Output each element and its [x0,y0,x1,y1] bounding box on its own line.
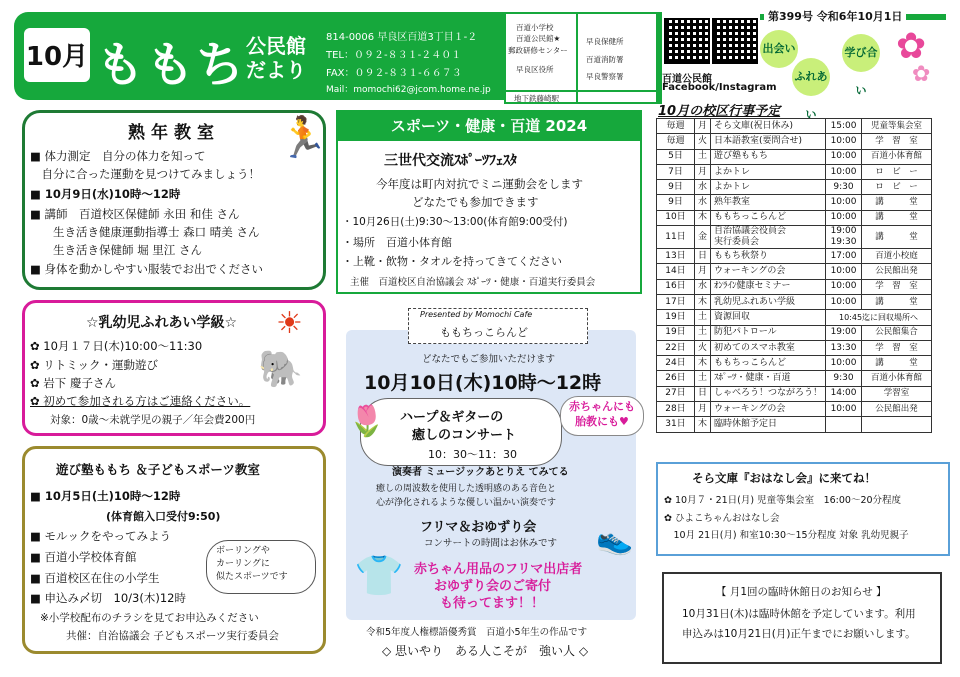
schedule-time: 15:00 [826,119,862,134]
schedule-place: 公民館出発 [862,402,932,417]
schedule-row [657,195,932,210]
schedule-weekday: 月 [695,402,711,417]
schedule-event: 自治協議会役員会 実行委員会 [711,226,826,249]
schedule-place: 児童等集会室 [862,119,932,134]
asobi-line: ■ 10月5日(土)10時～12時 [30,489,181,503]
sun-icon: ☀ [276,306,303,341]
performer: 演奏者 ミュージックあとりえ てみてる [392,467,569,478]
schedule-row [657,164,932,179]
schedule-weekday: 木 [695,356,711,371]
bubble-fureai: ふれあい [792,58,830,96]
map-label: 早良保健所 [586,37,624,46]
sports-line: 主催 百道校区自治協議会 ｽﾎﾟｰﾂ・健康・百道実行委員会 [350,277,596,288]
schedule-row [657,310,932,325]
schedule-time: 9:30 [826,180,862,195]
slogan: ◇ 思いやり ある人こそが 強い人 ◇ [382,644,589,658]
flea-title: フリマ＆おゆずり会 [420,520,537,535]
schedule-date: 26日 [657,371,695,386]
sports-line: どなたでも参加できます [412,195,539,209]
schedule-date: 28日 [657,402,695,417]
sns-label-2: Facebook/Instagram [662,82,777,93]
schedule-weekday: 木 [695,294,711,309]
schedule-place: 講 堂 [862,356,932,371]
schedule-time: 19:00 19:30 [826,226,862,249]
schedule-event: ｽﾎﾟｰﾂ・健康・百道 [711,371,826,386]
flea-note: コンサートの時間はお休みです [424,538,558,549]
cafe-name: ももちっこらんど [440,326,528,339]
baby-shoes-icon: 👟 [596,522,634,557]
map-label: 百道公民館★ [516,34,561,43]
schedule-time: 9:30 [826,371,862,386]
map-label: 百道消防署 [586,55,624,64]
newsletter-subtitle-1: 公民館 [246,34,306,58]
jukunen-title: 熟年教室 [128,123,220,143]
schedule-event: 初めてのスマホ教室 [711,340,826,355]
nyuyoji-line: ✿ 岩下 慶子さん [30,376,116,390]
sports-line: ・上靴・飲物・タオルを持ってきてください [342,255,562,268]
jukunen-line: 生き活き健康運動指導士 森口 晴美 さん [30,225,260,239]
asobi-line: ■ 百道校区在住の小学生 [30,571,160,585]
schedule-time: 13:30 [826,340,862,355]
schedule-row [657,402,932,417]
facebook-qr-icon [664,18,710,64]
map-label: 地下鉄藤崎駅 [514,94,559,103]
map-label: 早良警察署 [586,72,624,81]
address: 814-0006 早良区百道3丁目１-２ [326,32,478,43]
schedule-place: 学 習 室 [862,340,932,355]
schedule-event: 臨時休館予定日 [711,417,826,432]
schedule-time: 10:00 [826,402,862,417]
schedule-event: よかトレ [711,164,826,179]
schedule-weekday: 月 [695,119,711,134]
jukunen-line: 生き活き保健師 堀 里江 さん [30,243,202,257]
concert-desc: 心が浄化されるような優しい温かい演奏です [376,498,557,508]
issue-number: 第399号 令和6年10月1日 [764,8,906,24]
schedule-date: 7日 [657,164,695,179]
schedule-row [657,180,932,195]
schedule-place: 講 堂 [862,195,932,210]
schedule-time: 10:00 [826,195,862,210]
tulip-icon: 🌷 [348,404,386,439]
newsletter-subtitle-2: だより [246,58,306,82]
schedule-event: ももちっこらんど [711,210,826,225]
schedule-event: 乳幼児ふれあい学級 [711,294,826,309]
asobi-title: 遊び塾ももち ＆子どもスポーツ教室 [56,462,260,477]
schedule-weekday: 日 [695,249,711,264]
schedule-date: 17日 [657,294,695,309]
elephant-icon: 🐘 [258,349,303,390]
schedule-date: 27日 [657,386,695,401]
schedule-date: 5日 [657,149,695,164]
map-label: 百道小学校 [516,23,554,32]
sns-label: 百道公民館 [662,74,712,85]
schedule-place: 百道小体育館 [862,149,932,164]
schedule-place: 百道小体育館 [862,371,932,386]
sports-line: ・10月26日(土)9:30～13:00(体育館9:00受付) [342,216,568,228]
schedule-row [657,417,932,432]
schedule-date: 9日 [657,195,695,210]
schedule-weekday: 日 [695,386,711,401]
cosmos-flower-icon: ✿ [912,62,931,87]
schedule-time: 10:45迄に回収場所へ [826,310,932,325]
schedule-event: 防犯パトロール [711,325,826,340]
schedule-date: 14日 [657,264,695,279]
schedule-time: 10:00 [826,264,862,279]
schedule-row [657,325,932,340]
schedule-date: 16日 [657,279,695,294]
mail: Mail：momochi62@jcom.home.ne.jp [326,85,491,95]
jukunen-line: 自分に合った運動を見つけてみましょう！ [30,167,260,181]
schedule-weekday: 土 [695,371,711,386]
schedule-event: 資源回収 [711,310,826,325]
schedule-place: 学習室 [862,386,932,401]
schedule-date: 9日 [657,180,695,195]
sports-line: ・場所 百道小体育館 [342,236,452,249]
schedule-row [657,210,932,225]
schedule-time: 17:00 [826,249,862,264]
sports-subtitle: 三世代交流ｽﾎﾟｰﾂﾌｪｽﾀ [384,153,517,169]
schedule-weekday: 火 [695,134,711,149]
schedule-date: 22日 [657,340,695,355]
schedule-date: 毎週 [657,134,695,149]
award-note: 令和5年度人権標語優秀賞 百道小5年生の作品です [366,627,588,638]
schedule-row [657,340,932,355]
bubble-manabiai: 学び合い [842,34,880,72]
cafe-welcome: どなたでもご参加いただけます [422,354,556,365]
schedule-time: 10:00 [826,210,862,225]
schedule-row [657,294,932,309]
asobi-line: ■ モルックをやってみよう [30,529,172,543]
cafe-date: 10月10日(木)10時～12時 [364,372,602,394]
schedule-row [657,226,932,249]
schedule-row [657,356,932,371]
asobi-line: ■ 申込み〆切 10/3(木)12時 [30,591,186,605]
concert-desc: 癒しの周波数を使用した透明感のある音色と [376,484,557,494]
location-map [504,12,662,104]
map-road [506,90,656,92]
concert-title-2: 癒しのコンサート [412,428,517,443]
schedule-place: 公民館出発 [862,264,932,279]
asobi-note: ※小学校配布のチラシを見てお申込みください [40,612,259,624]
flea-call-2: おゆずり会のご寄付 [434,579,552,594]
nyuyoji-line: ✿ 初めて参加される方はご連絡ください。 [30,394,251,408]
schedule-event: ももちっこらんど [711,356,826,371]
asobi-note: 共催：自治協議会 子どもスポーツ実行委員会 [66,630,279,642]
map-label: 郵政研修センター [508,46,568,55]
sorabunko-line: ✿ ひよこちゃんおはなし会 [664,513,780,524]
cosmos-flower-icon: ✿ [896,26,927,67]
schedule-event: 日本語教室(要問合せ) [711,134,826,149]
schedule-place [862,417,932,432]
schedule-weekday: 土 [695,149,711,164]
schedule-event: しゃべろう！つながろう！ [711,386,826,401]
notice-line: 申込みは10月21日(月)正午までにお願いします。 [682,628,916,640]
sorabunko-title: そら文庫『おはなし会』に来てね！ [692,471,876,485]
schedule-place: 学 習 室 [862,279,932,294]
jukunen-line: ■ 身体を動かしやすい服装でお出でください [30,262,264,276]
schedule-place: 講 堂 [862,294,932,309]
schedule-date: 31日 [657,417,695,432]
schedule-weekday: 水 [695,195,711,210]
schedule-time: 10:00 [826,279,862,294]
schedule-event: ももち秋祭り [711,249,826,264]
flea-call-1: 赤ちゃん用品のフリマ出店者 [414,562,583,577]
schedule-event: ｵﾝﾗｲﾝ健康セミナー [711,279,826,294]
schedule-event: ウォーキングの会 [711,264,826,279]
schedule-time: 10:00 [826,294,862,309]
schedule-row [657,386,932,401]
schedule-weekday: 火 [695,340,711,355]
schedule-place: 講 堂 [862,210,932,225]
schedule-time: 10:00 [826,134,862,149]
schedule-time: 10:00 [826,164,862,179]
asobi-line: ■ 百道小学校体育館 [30,550,137,564]
bubble-deai: 出会い [760,30,798,68]
schedule-weekday: 水 [695,279,711,294]
newsletter-title: ももち [96,37,247,93]
schedule-row [657,149,932,164]
nyuyoji-line: ✿ 10月１７日(木)10:00～11:30 [30,339,203,353]
schedule-event: ウォーキングの会 [711,402,826,417]
schedule-row [657,134,932,149]
instagram-qr-icon [712,18,758,64]
schedule-date: 19日 [657,325,695,340]
speech-bubble-text: ボーリングや カーリングに 似たスポーツです [216,546,288,582]
flea-call-3: も待ってます！！ [440,596,545,611]
cafe-presented: Presented by Momochi Cafe [420,310,533,319]
schedule-weekday: 水 [695,180,711,195]
concert-time: 10：30～11：30 [428,448,517,461]
schedule-event: よかトレ [711,180,826,195]
schedule-time: 19:00 [826,325,862,340]
schedule-row [657,264,932,279]
sorabunko-line: 10月 21日(月) 和室10:30～15分程度 対象 乳幼児親子 [664,530,909,541]
schedule-time: 10:00 [826,149,862,164]
schedule-row [657,119,932,134]
schedule-place: 公民館集合 [862,325,932,340]
month-label: 10月 [25,42,89,72]
sports-line: 今年度は町内対抗でミニ運動会をします [376,177,583,191]
schedule-weekday: 木 [695,417,711,432]
sports-title: スポーツ・健康・百道 2024 [337,111,641,141]
notice-title: 【 月1回の臨時休館日のお知らせ 】 [716,586,887,598]
fax: FAX：０９２-８３１-６６７３ [326,68,462,79]
schedule-event: 熟年教室 [711,195,826,210]
schedule-row [657,279,932,294]
concert-title-1: ハープ＆ギターの [400,410,504,425]
schedule-place: 学 習 室 [862,134,932,149]
baby-bubble-text: 赤ちゃんにも 胎教にも♥ [569,400,635,428]
map-road [576,14,578,102]
baby-clothes-icon: 👕 [354,553,404,599]
schedule-weekday: 木 [695,210,711,225]
asobi-line: (体育館入口受付9:50) [106,510,221,523]
schedule-date: 24日 [657,356,695,371]
schedule-event: そら文庫(祝日休み) [711,119,826,134]
schedule-title: 10月の校区行事予定 [658,104,781,119]
nyuyoji-line: ✿ リトミック・運動遊び [30,358,159,372]
jukunen-line: ■ 体力測定 自分の体力を知って [30,149,206,163]
schedule-row [657,249,932,264]
schedule-date: 11日 [657,226,695,249]
schedule-place: 百道小校庭 [862,249,932,264]
schedule-weekday: 金 [695,226,711,249]
schedule-place: ロ ビ ー [862,180,932,195]
schedule-date: 13日 [657,249,695,264]
schedule-time [826,417,862,432]
schedule-event: 遊び塾ももち [711,149,826,164]
schedule-place: 講 堂 [862,226,932,249]
schedule-weekday: 月 [695,264,711,279]
notice-line: 10月31日(木)は臨時休館を予定しています。利用 [682,608,916,620]
schedule-date: 19日 [657,310,695,325]
schedule-row [657,371,932,386]
schedule-place: ロ ビ ー [862,164,932,179]
schedule-time: 10:00 [826,356,862,371]
jukunen-line: ■ 10月9日(水)10時～12時 [30,187,181,201]
schedule-weekday: 土 [695,310,711,325]
nyuyoji-title: ☆乳幼児ふれあい学級☆ [86,315,238,331]
exercise-person-icon: 🏃 [278,115,328,161]
sorabunko-line: ✿ 10月７・21日(月) 児童等集会室 16:00～20分程度 [664,495,902,506]
schedule-date: 毎週 [657,119,695,134]
tel: TEL：０９２-８３１-２４０１ [326,50,462,61]
schedule-date: 10日 [657,210,695,225]
nyuyoji-target: 対象：0歳～未就学児の親子／年会費200円 [50,414,256,426]
map-label: 早良区役所 [516,65,554,74]
jukunen-line: ■ 講師 百道校区保健師 永田 和佳 さん [30,207,240,221]
schedule-weekday: 月 [695,164,711,179]
schedule-table [656,118,932,433]
schedule-weekday: 土 [695,325,711,340]
schedule-time: 14:00 [826,386,862,401]
